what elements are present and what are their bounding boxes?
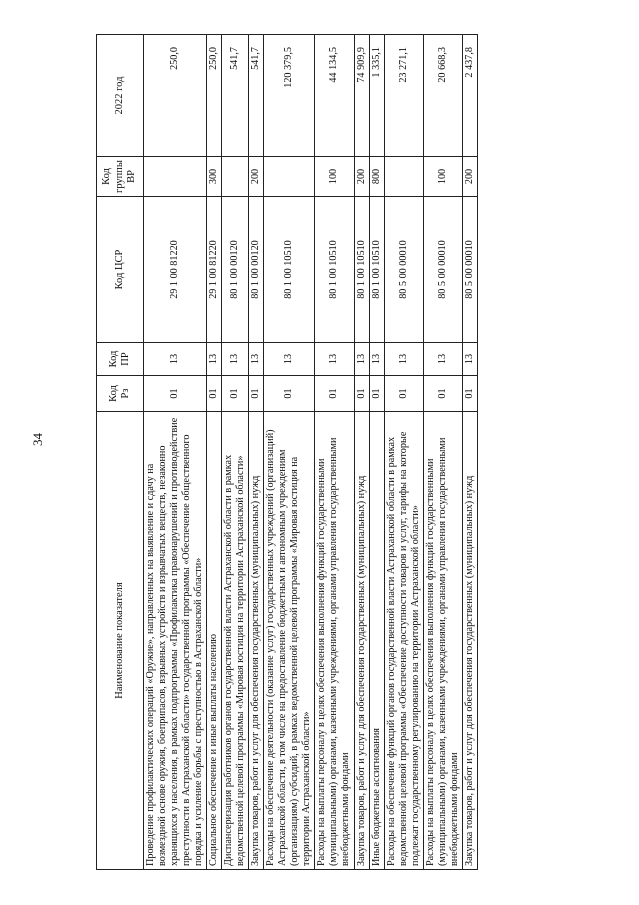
row-name: Расходы на обеспечение деятельности (оказание услуг) государственных учреждений (организаций) Астраханской области, в том числе на предоставление бюджетным и автономным учреждениям (организациям) субсидий, в рамках ведомственной целевой программы «Мировая юстиция на территории Астраханской области» xyxy=(264,412,315,870)
row-2022: 250,0 xyxy=(207,35,222,157)
row-pr: 13 xyxy=(249,343,264,376)
row-2022: 541,7 xyxy=(249,35,264,157)
row-rz: 01 xyxy=(144,376,207,412)
row-vr: 800 xyxy=(369,157,384,197)
row-2022: 250,0 xyxy=(144,35,207,157)
row-pr: 13 xyxy=(384,343,423,376)
row-csr: 80 1 00 00120 xyxy=(249,197,264,343)
row-csr: 29 1 00 81220 xyxy=(207,197,222,343)
row-csr: 80 5 00 00010 xyxy=(423,197,462,343)
row-name: Закупка товаров, работ и услуг для обеспечения государственных (муниципальных) нужд xyxy=(462,412,477,870)
row-csr: 80 1 00 10510 xyxy=(369,197,384,343)
row-rz: 01 xyxy=(207,376,222,412)
row-rz: 01 xyxy=(384,376,423,412)
budget-table xyxy=(96,34,478,870)
budget-table-sheet xyxy=(96,35,586,870)
header-name: Наименование показателя xyxy=(97,412,144,870)
row-vr: 300 xyxy=(207,157,222,197)
header-2022: 2022 год xyxy=(97,35,144,157)
header-pr: Код ПР xyxy=(97,343,144,376)
row-name: Закупка товаров, работ и услуг для обеспечения государственных (муниципальных) нужд xyxy=(354,412,369,870)
row-vr xyxy=(144,157,207,197)
row-2022: 74 909,9 xyxy=(354,35,369,157)
row-name: Расходы на выплаты персоналу в целях обеспечения выполнения функций государственными (муниципальными) органами, казенными учреждениями, органами управления государственными внебюджетными фондами xyxy=(315,412,354,870)
row-vr xyxy=(384,157,423,197)
row-2022: 23 271,1 xyxy=(384,35,423,157)
row-name: Иные бюджетные ассигнования xyxy=(369,412,384,870)
row-name: Расходы на обеспечение функций органов государственной власти Астраханской области в рамках ведомственной целевой программы «Обеспечение доступности товаров и услуг, тарифы на которые подлежат государственному регулированию на территории Астраханской области» xyxy=(384,412,423,870)
table-header-row xyxy=(97,35,144,870)
row-pr: 13 xyxy=(207,343,222,376)
row-csr: 80 1 00 00120 xyxy=(222,197,249,343)
row-csr: 80 1 00 10510 xyxy=(264,197,315,343)
table-row xyxy=(423,35,462,870)
row-rz: 01 xyxy=(354,376,369,412)
row-vr: 200 xyxy=(249,157,264,197)
row-pr: 13 xyxy=(144,343,207,376)
table-row xyxy=(264,35,315,870)
table-row xyxy=(249,35,264,870)
row-vr: 200 xyxy=(354,157,369,197)
row-pr: 13 xyxy=(354,343,369,376)
row-vr: 100 xyxy=(315,157,354,197)
row-rz: 01 xyxy=(222,376,249,412)
row-pr: 13 xyxy=(462,343,477,376)
row-pr: 13 xyxy=(369,343,384,376)
header-vr: Код группы ВР xyxy=(97,157,144,197)
row-rz: 01 xyxy=(369,376,384,412)
row-pr: 13 xyxy=(264,343,315,376)
header-csr: Код ЦСР xyxy=(97,197,144,343)
row-name: Расходы на выплаты персоналу в целях обеспечения выполнения функций государственными (муниципальными) органами, казенными учреждениями, органами управления государственными внебюджетными фондами xyxy=(423,412,462,870)
row-name: Диспансеризация работников органов государственной власти Астраханской области в рамках ведомственной целевой программы «Мировая юстиция на территории Астраханской области» xyxy=(222,412,249,870)
table-row xyxy=(462,35,477,870)
row-csr: 80 5 00 00010 xyxy=(462,197,477,343)
row-2022: 120 379,5 xyxy=(264,35,315,157)
row-name: Закупка товаров, работ и услуг для обеспечения государственных (муниципальных) нужд xyxy=(249,412,264,870)
row-rz: 01 xyxy=(423,376,462,412)
table-row xyxy=(222,35,249,870)
row-csr: 29 1 00 81220 xyxy=(144,197,207,343)
table-row xyxy=(207,35,222,870)
row-rz: 01 xyxy=(264,376,315,412)
row-name: Социальное обеспечение и иные выплаты населению xyxy=(207,412,222,870)
table-row xyxy=(369,35,384,870)
row-2022: 20 668,3 xyxy=(423,35,462,157)
row-rz: 01 xyxy=(462,376,477,412)
header-rz: Код Рз xyxy=(97,376,144,412)
row-csr: 80 5 00 00010 xyxy=(384,197,423,343)
row-name: Проведение профилактических операций «Оружие», направленных на выявление и сдачу на возмездной основе оружия, боеприпасов, взрывных устройств и взрывчатых веществ, незаконно хранящихся у населения, в рамках подпрограммы «Профилактика правонарушений и противодействие преступности в Астраханской области» государственной программы «Обеспечение общественного порядка и усиление борьбы с преступностью в Астраханской области» xyxy=(144,412,207,870)
row-pr: 13 xyxy=(222,343,249,376)
row-rz: 01 xyxy=(249,376,264,412)
page-number: 34 xyxy=(30,433,45,446)
row-vr: 100 xyxy=(423,157,462,197)
row-2022: 2 437,8 xyxy=(462,35,477,157)
row-vr: 200 xyxy=(462,157,477,197)
table-row xyxy=(144,35,207,870)
table-row xyxy=(384,35,423,870)
row-2022: 1 335,1 xyxy=(369,35,384,157)
row-pr: 13 xyxy=(423,343,462,376)
row-csr: 80 1 00 10510 xyxy=(354,197,369,343)
row-vr xyxy=(222,157,249,197)
row-csr: 80 1 00 10510 xyxy=(315,197,354,343)
row-2022: 541,7 xyxy=(222,35,249,157)
row-pr: 13 xyxy=(315,343,354,376)
table-row xyxy=(354,35,369,870)
row-2022: 44 134,5 xyxy=(315,35,354,157)
table-row xyxy=(315,35,354,870)
row-rz: 01 xyxy=(315,376,354,412)
row-vr xyxy=(264,157,315,197)
